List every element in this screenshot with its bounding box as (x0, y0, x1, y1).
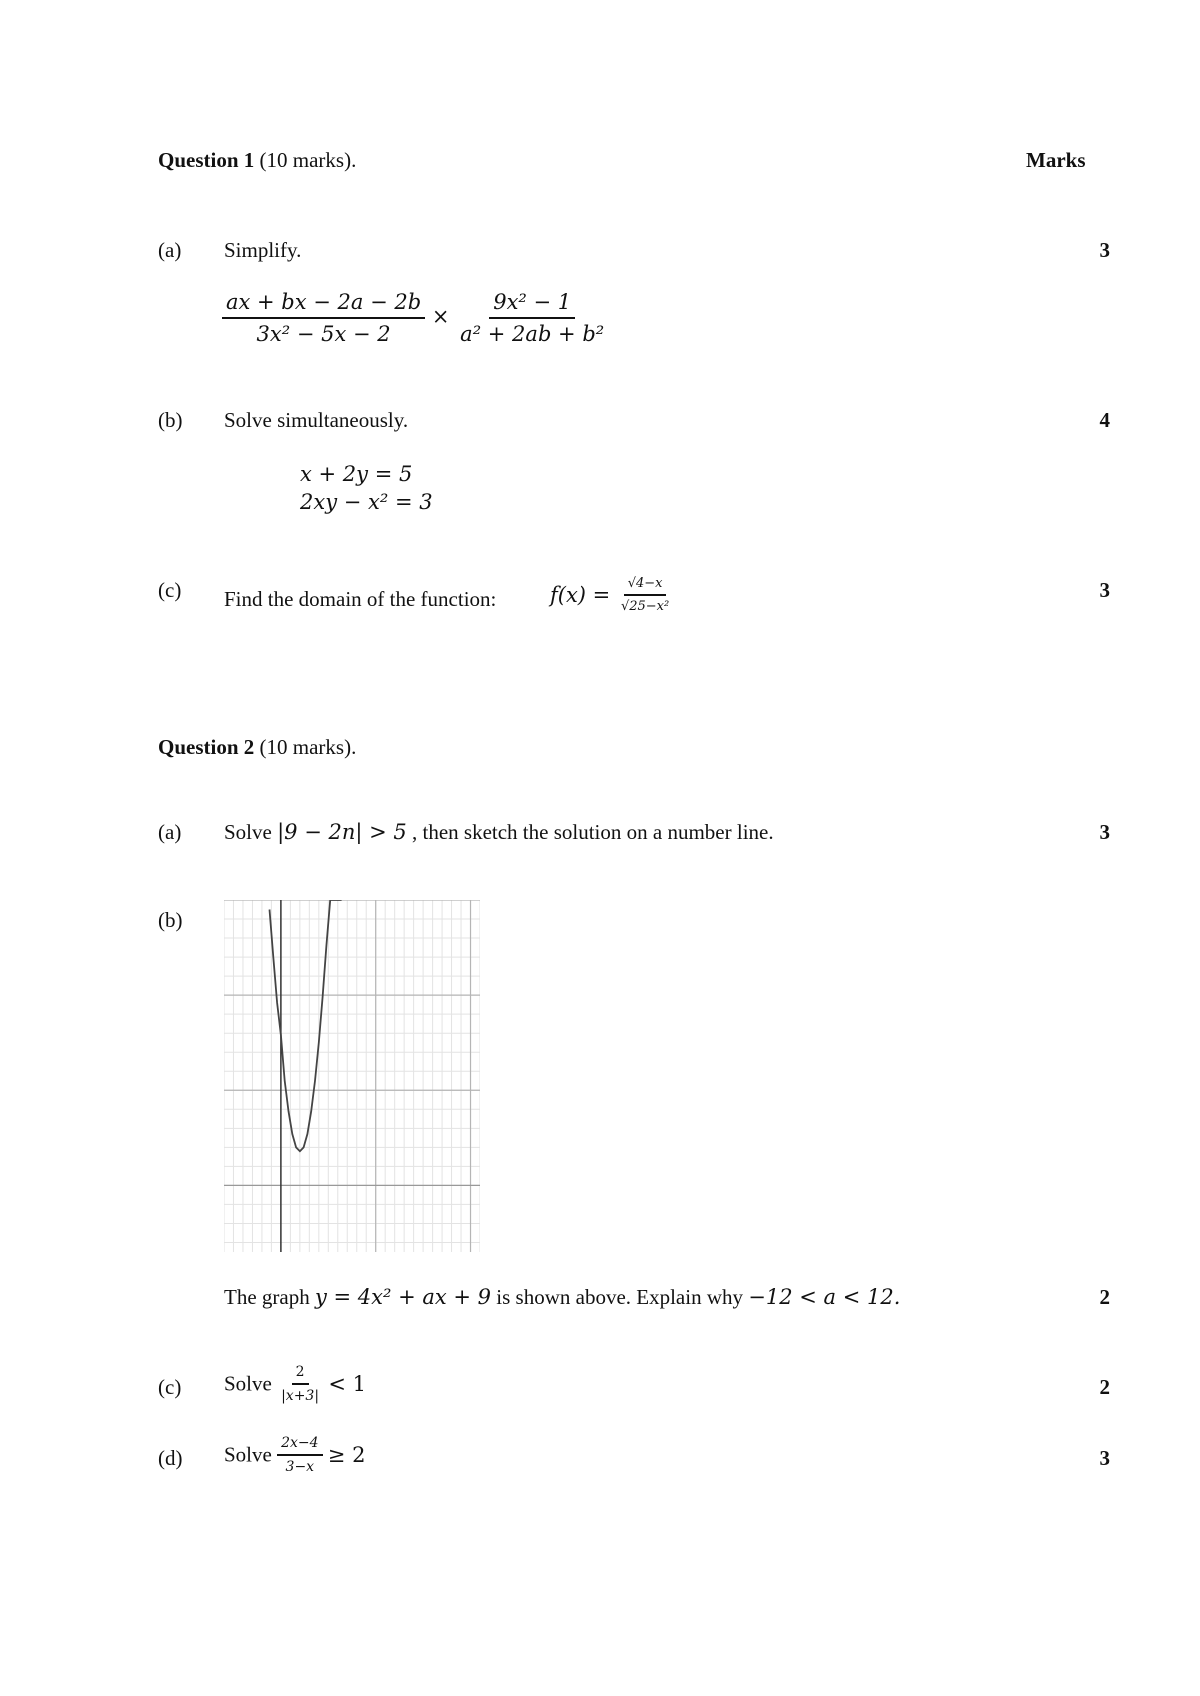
parabola-graph (224, 900, 480, 1252)
q2a-text-pre: Solve (224, 820, 272, 844)
question-1-title (158, 148, 356, 173)
question-2-title (158, 735, 356, 760)
q2c-text-pre: Solve (224, 1371, 272, 1396)
q1b-equation-2: 2xy − x² = 3 (300, 490, 433, 514)
q2a-expression: |9 − 2n| > 5 (277, 820, 407, 844)
q1c-function (550, 576, 673, 614)
q1a-numerator-1: ax + bx − 2a − 2b (222, 290, 425, 319)
q2b-caption-inequality: −12 < a < 12. (748, 1285, 901, 1309)
q2b-marks: 2 (1099, 1285, 1110, 1309)
q2d-numerator: 2x−4 (277, 1435, 322, 1456)
q1b-label: (b) (158, 408, 183, 432)
question-2-number: Question 2 (158, 735, 255, 759)
question-1-number: Question 1 (158, 148, 255, 172)
q2d-rhs: ≥ 2 (327, 1443, 366, 1467)
q2b-caption-mid: is shown above. Explain why (496, 1285, 744, 1309)
q2c-rhs: < 1 (328, 1372, 366, 1396)
q1c-label: (c) (158, 578, 182, 602)
q2c-fraction (277, 1364, 323, 1404)
q1a-denominator-2: a² + 2ab + b² (460, 322, 605, 346)
q2a-marks: 3 (1099, 820, 1110, 844)
q2d-label: (d) (158, 1446, 183, 1470)
q1b-equation-1: x + 2y = 5 (300, 462, 413, 486)
q2c-denominator: |x+3| (281, 1388, 320, 1404)
q2c-text (224, 1364, 366, 1404)
q2d-text-pre: Solve (224, 1442, 272, 1467)
q1c-function-lhs: f(x) = (550, 583, 611, 607)
q1b-instruction: Solve simultaneously. (224, 408, 409, 432)
q1a-denominator-1: 3x² − 5x − 2 (256, 322, 391, 346)
q2b-caption-pre: The graph (224, 1285, 310, 1309)
q1c-marks: 3 (1099, 578, 1110, 602)
q1c-instruction: Find the domain of the function: (224, 587, 497, 611)
q1a-expression (222, 290, 608, 346)
q1a-fraction-2 (456, 290, 608, 346)
q2b-label: (b) (158, 908, 183, 932)
q1c-numerator: √4−x (624, 576, 667, 596)
q2d-text (224, 1435, 365, 1475)
q1a-times-sign: × (431, 304, 450, 329)
question-1-marks-note: (10 marks). (254, 148, 357, 172)
q1a-fraction-1 (222, 290, 425, 346)
q1a-label: (a) (158, 238, 182, 262)
q1a-instruction: Simplify. (224, 238, 302, 262)
q2c-label: (c) (158, 1375, 182, 1399)
q1c-denominator: √25−x² (620, 599, 670, 614)
q2c-numerator: 2 (292, 1364, 309, 1385)
question-2-marks-note: (10 marks). (254, 735, 357, 759)
marks-heading: Marks (1026, 148, 1086, 172)
q1c-fraction (617, 576, 673, 614)
q1a-marks: 3 (1099, 238, 1110, 262)
q2a-text (224, 820, 774, 845)
q2d-denominator: 3−x (285, 1459, 315, 1475)
q2b-caption-expression: y = 4x² + ax + 9 (314, 1285, 492, 1309)
q1b-marks: 4 (1099, 408, 1110, 432)
q2d-fraction (277, 1435, 322, 1475)
q2a-label: (a) (158, 820, 182, 844)
q2d-marks: 3 (1099, 1446, 1110, 1470)
q2c-marks: 2 (1099, 1375, 1110, 1399)
q2a-text-post: , then sketch the solution on a number line. (412, 820, 774, 844)
q2b-caption (224, 1285, 900, 1310)
q1a-numerator-2: 9x² − 1 (489, 290, 575, 319)
